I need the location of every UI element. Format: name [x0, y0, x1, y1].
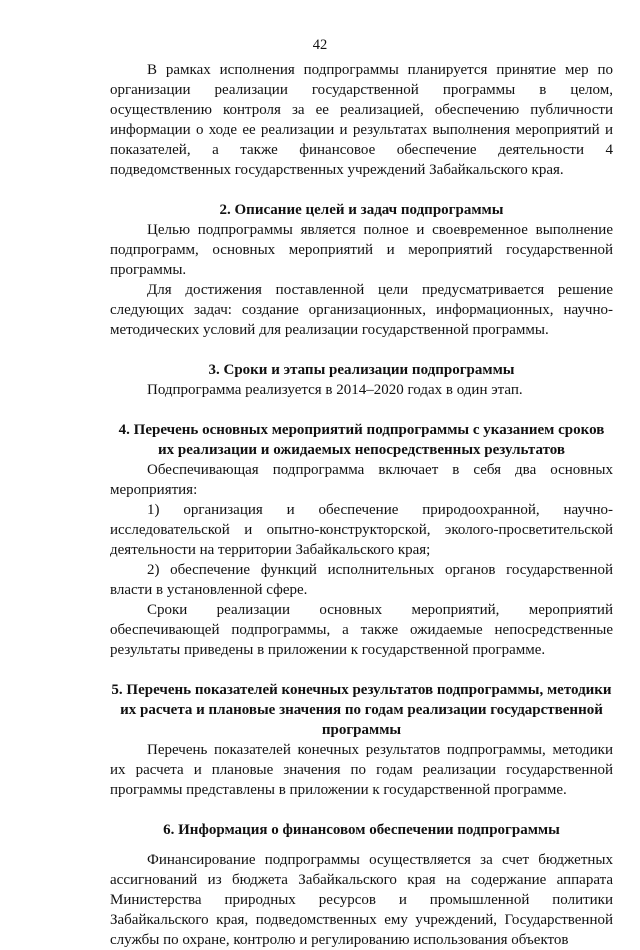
section-heading: 5. Перечень показателей конечных результатов подпрограммы, методики их расчета и плановые значения по годам реализации государственной программы	[111, 682, 612, 738]
section-paragraph: Обеспечивающая подпрограмма включает в себя два основных мероприятия:	[110, 462, 613, 498]
section-goals	[110, 200, 613, 340]
section-paragraph: Для достижения поставленной цели предусматривается решение следующих задач: создание организационных, информационных, научно-методических условий для реализации государственной программы.	[110, 282, 613, 338]
list-item: 1) организация и обеспечение природоохранной, научно-исследовательской и опытно-конструкторской, эколого-просветительской деятельности на территории Забайкальского края;	[110, 502, 613, 558]
section-paragraph: Перечень показателей конечных результатов подпрограммы, методики их расчета и плановые значения по годам реализации государственной программы представлены в приложении к государственной программе.	[110, 742, 613, 798]
section-indicators	[110, 680, 613, 800]
list-item: 2) обеспечение функций исполнительных органов государственной власти в установленной сфере.	[110, 562, 613, 598]
page-number: 42	[312, 37, 328, 53]
section-timeline	[110, 360, 613, 400]
section-paragraph: Целью подпрограммы является полное и своевременное выполнение подпрограмм, основных мероприятий и мероприятий государственной программы.	[110, 222, 613, 278]
section-paragraph: Сроки реализации основных мероприятий, мероприятий обеспечивающей подпрограммы, а также ожидаемые непосредственные результаты приведены в приложении к государственной программе.	[110, 602, 613, 658]
section-heading: 4. Перечень основных мероприятий подпрограммы с указанием сроков их реализации и ожидаемых непосредственных результатов	[118, 422, 605, 458]
document-body	[110, 60, 613, 950]
intro-paragraph: В рамках исполнения подпрограммы планируется принятие мер по организации реализации государственной программы в целом, осуществлению контроля за ее реализацией, обеспечению публичности информации о ходе ее реализации и результатах выполнения мероприятий и показателей, а также финансовое обеспечение деятельности 4 подведомственных государственных учреждений Забайкальского края.	[110, 62, 613, 178]
section-financing	[110, 820, 613, 950]
section-heading: 2. Описание целей и задач подпрограммы	[219, 202, 504, 218]
section-heading: 3. Сроки и этапы реализации подпрограммы	[208, 362, 515, 378]
section-paragraph: Финансирование подпрограммы осуществляется за счет бюджетных ассигнований из бюджета Забайкальского края на содержание аппарата Министерства природных ресурсов и промышленной политики Забайкальского края, подведомственных ему учреждений, Государственной службы по охране, контролю и регулированию использования объектов	[110, 852, 613, 948]
section-paragraph: Подпрограмма реализуется в 2014–2020 годах в один этап.	[147, 382, 523, 398]
section-activities	[110, 420, 613, 660]
section-heading: 6. Информация о финансовом обеспечении подпрограммы	[163, 822, 560, 838]
